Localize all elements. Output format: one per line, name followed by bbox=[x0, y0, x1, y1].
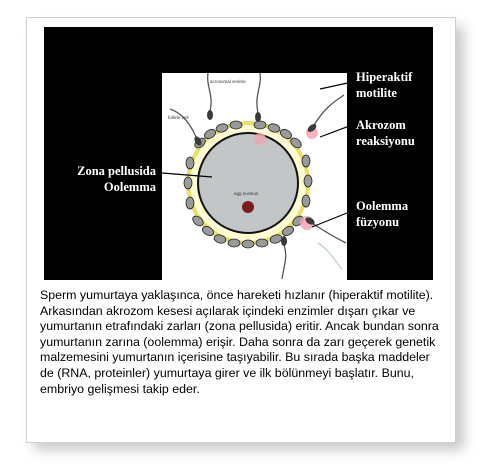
acrosomal-vesicle-label: acrosomal vesicle bbox=[210, 79, 246, 84]
fuzyon-label-line1: Oolemma bbox=[356, 199, 409, 213]
hiperaktif-label bbox=[356, 69, 412, 101]
akrozom-label-line1: Akrozom bbox=[356, 118, 406, 132]
hiperaktif-label-line1: Hiperaktif bbox=[356, 70, 413, 84]
fuzyon-label bbox=[356, 198, 408, 230]
fuzyon-pointer bbox=[312, 211, 352, 227]
egg-nucleus-label: egg nucleus bbox=[234, 191, 259, 196]
slide-card bbox=[26, 17, 456, 443]
fuzyon-label-line2: füzyonu bbox=[356, 215, 400, 229]
follicle-cell-label: follicle cell bbox=[168, 115, 189, 120]
figure-panel bbox=[44, 27, 433, 280]
zona-label-line2: Oolemma bbox=[103, 180, 156, 194]
zona-label-line1: Zona pellusida bbox=[77, 164, 156, 178]
zona-label bbox=[62, 163, 156, 195]
akrozom-label bbox=[356, 117, 415, 149]
hiperaktif-label-line2: motilite bbox=[356, 86, 397, 100]
hiperaktif-pointer bbox=[320, 82, 352, 89]
akrozom-pointer bbox=[320, 125, 352, 137]
caption-text: Sperm yumurtaya yaklaşınca, önce hareketi hızlanır (hiperaktif motilite). Arkasından akrozom kesesi açılarak içindeki enzimler dışarı çıkar ve yumurtanın etrafındaki zarları (zona pellusida) eritir. Ancak bundan sonra yumurtanın zarına (oolemma) erişir. Daha sonra da zarı geçerek genetik malzemesini yumurtanın içerisine taşıyabilir. Bu sırada başka maddeler de (RNA, proteinler) yumurtaya girer ve ilk bölünmeyi başlatır. Bunu, embriyo gelişmesi takip eder. bbox=[40, 288, 439, 396]
akrozom-label-line2: reaksiyonu bbox=[356, 134, 415, 148]
zona-pointer bbox=[162, 173, 212, 177]
pointer-lines bbox=[44, 27, 433, 280]
